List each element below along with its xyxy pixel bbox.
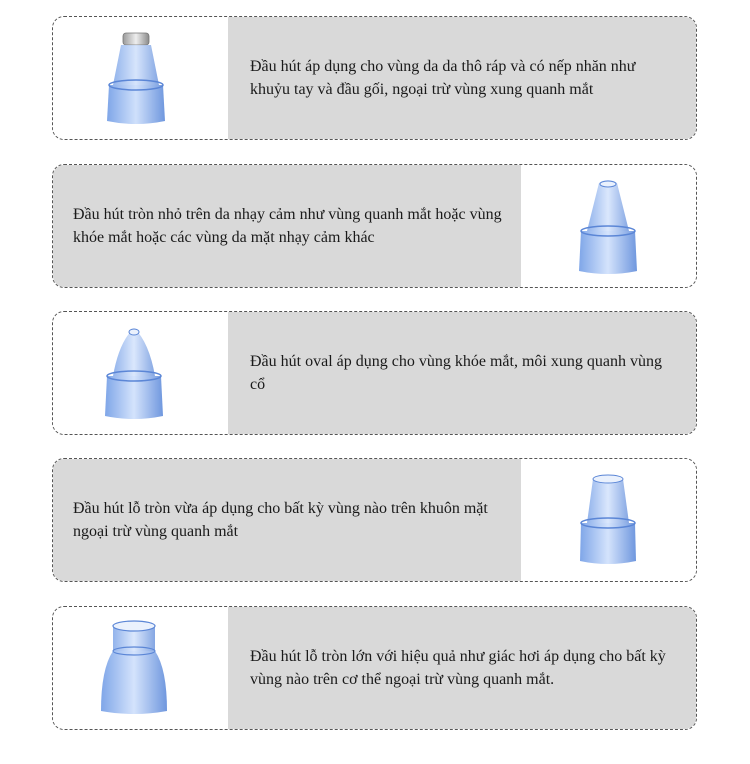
large-round-nozzle-icon [99, 619, 169, 719]
nozzle-description: Đầu hút áp dụng cho vùng da da thô ráp và có nếp nhăn như khuỷu tay và đầu gối, ngoại trừ vùng xung quanh mắt [250, 58, 636, 98]
nozzle-image-cell [53, 312, 228, 434]
nozzle-image-cell [53, 607, 228, 729]
medium-round-nozzle-icon [573, 471, 643, 571]
nozzle-description-cell [228, 607, 696, 729]
nozzle-image-cell [521, 165, 696, 287]
nozzle-description: Đầu hút lỗ tròn lớn với hiệu quả như giác hơi áp dụng cho bất kỳ vùng nào trên cơ thể ngoại trừ vùng quanh mắt. [250, 648, 666, 688]
nozzle-card-5 [52, 606, 697, 730]
nozzle-description: Đầu hút oval áp dụng cho vùng khóe mắt, môi xung quanh vùng cổ [250, 353, 662, 393]
nozzle-description: Đầu hút tròn nhỏ trên da nhạy cảm như vùng quanh mắt hoặc vùng khóe mắt hoặc các vùng da mặt nhạy cảm khác [73, 206, 502, 246]
nozzle-card-4 [52, 458, 697, 582]
metal-tip-nozzle-icon [101, 29, 171, 129]
nozzle-image-cell [521, 459, 696, 581]
nozzle-card-1 [52, 16, 697, 140]
nozzle-card-2 [52, 164, 697, 288]
nozzle-description-cell [228, 312, 696, 434]
nozzle-card-3 [52, 311, 697, 435]
oval-nozzle-icon [99, 322, 169, 422]
nozzle-description-cell [53, 459, 521, 581]
small-round-nozzle-icon [573, 177, 643, 277]
nozzle-image-cell [53, 17, 228, 139]
nozzle-description: Đầu hút lỗ tròn vừa áp dụng cho bất kỳ vùng nào trên khuôn mặt ngoại trừ vùng quanh mắt [73, 500, 488, 540]
nozzle-description-cell [228, 17, 696, 139]
nozzle-description-cell [53, 165, 521, 287]
